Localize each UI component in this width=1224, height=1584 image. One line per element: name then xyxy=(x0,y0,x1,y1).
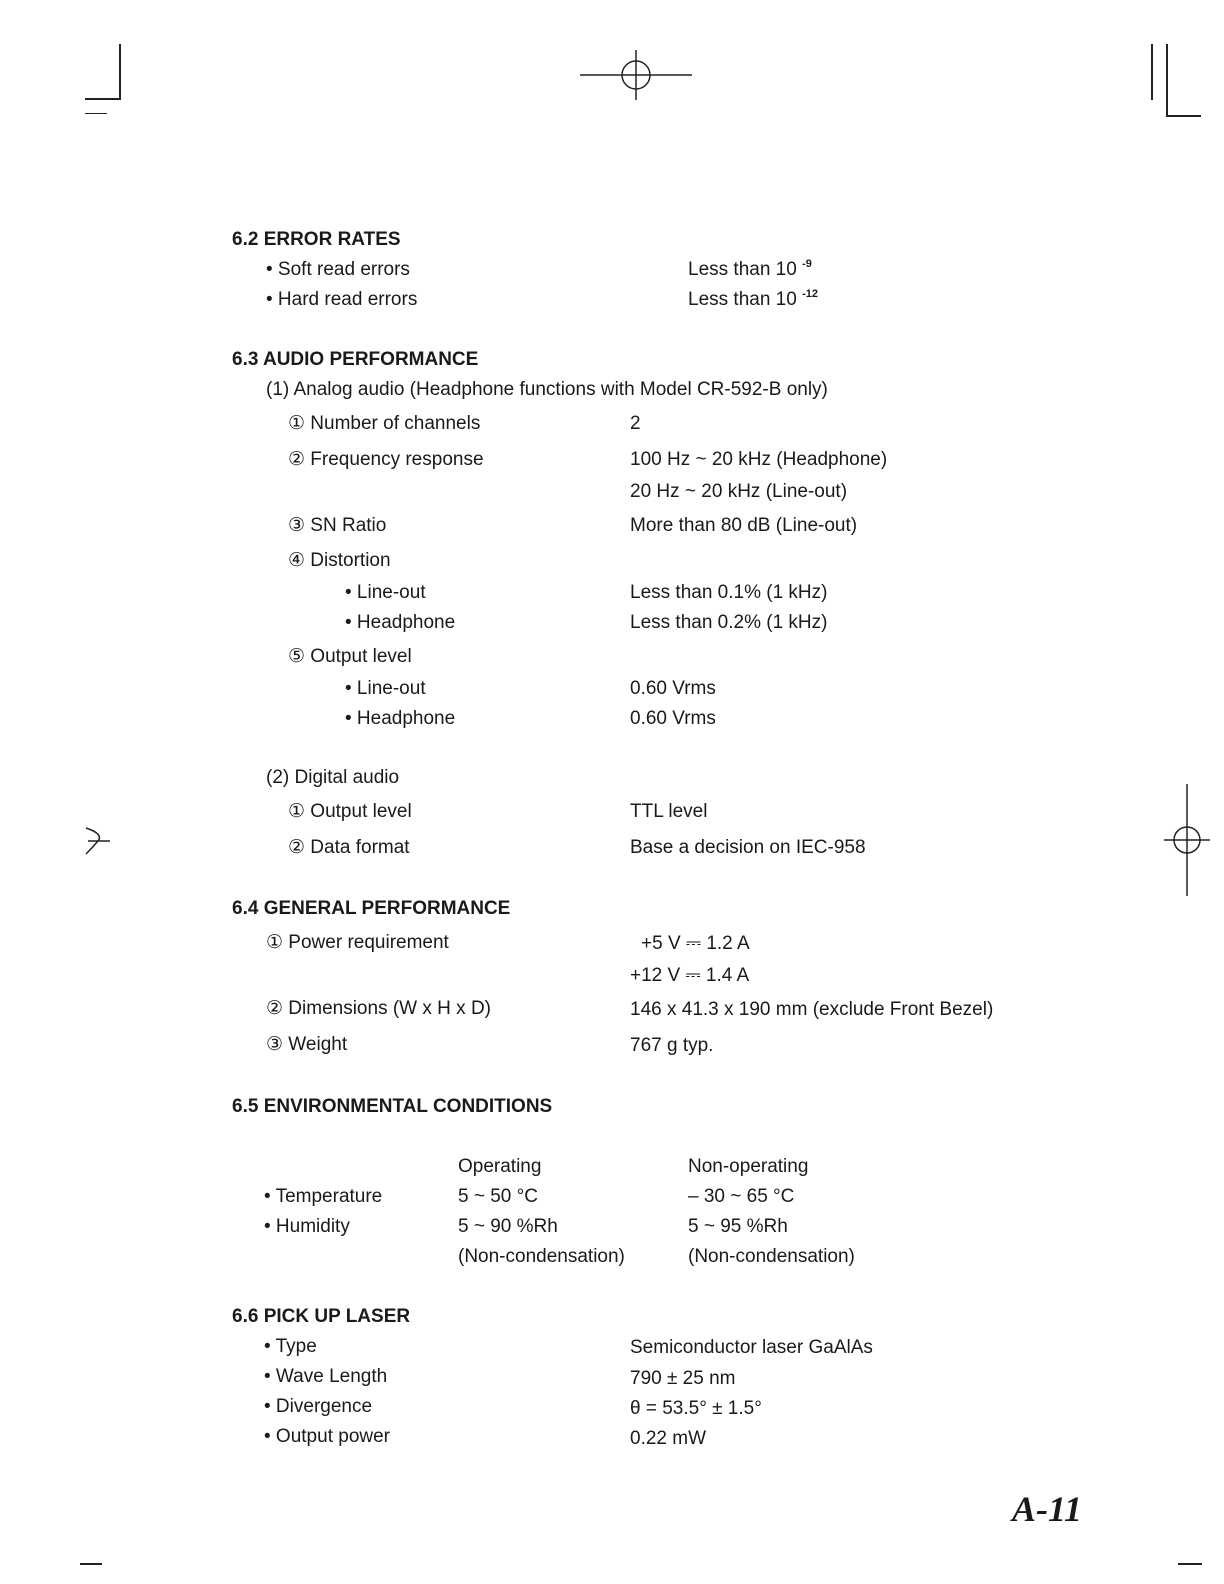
heading-pick-up-laser: 6.6 PICK UP LASER xyxy=(232,1306,411,1327)
frequency-response-label: ② Frequency response xyxy=(288,449,484,470)
weight-value: 767 g typ. xyxy=(630,1035,714,1056)
divergence-value: θ = 53.5° ± 1.5° xyxy=(630,1398,762,1419)
laser-type-label: • Type xyxy=(264,1336,317,1357)
dimensions-value: 146 x 41.3 x 190 mm (exclude Front Bezel) xyxy=(630,999,994,1020)
crop-mark-top-left xyxy=(119,44,121,100)
frequency-response-value-1: 100 Hz ~ 20 kHz (Headphone) xyxy=(630,449,888,470)
weight-label: ③ Weight xyxy=(266,1034,348,1055)
sn-ratio-label: ③ SN Ratio xyxy=(288,515,387,536)
channels-value: 2 xyxy=(630,413,641,434)
humidity-operating-note: (Non-condensation) xyxy=(458,1246,625,1267)
crop-mark-bottom-right xyxy=(1178,1563,1202,1565)
output-power-label: • Output power xyxy=(264,1426,390,1447)
power-requirement-value-1: +5 V ⎓ 1.2 A xyxy=(641,933,750,954)
temperature-operating: 5 ~ 50 °C xyxy=(458,1186,538,1207)
output-lineout-label: • Line-out xyxy=(345,678,426,699)
registration-mark-top xyxy=(580,44,700,106)
sn-ratio-value: More than 80 dB (Line-out) xyxy=(630,515,858,536)
distortion-label: ④ Distortion xyxy=(288,550,391,571)
soft-read-errors-exponent: -9 xyxy=(802,258,812,270)
column-non-operating: Non-operating xyxy=(688,1156,809,1177)
frequency-response-value-2: 20 Hz ~ 20 kHz (Line-out) xyxy=(630,481,848,502)
heading-audio-performance: 6.3 AUDIO PERFORMANCE xyxy=(232,349,479,370)
hard-read-errors-base: Less than 10 xyxy=(688,289,797,310)
crop-mark-top-right xyxy=(1151,44,1153,100)
soft-read-errors-label: • Soft read errors xyxy=(266,259,410,280)
registration-mark-right xyxy=(1164,784,1210,896)
crop-mark-top-left xyxy=(85,98,121,100)
crop-mark-bottom-left xyxy=(80,1563,102,1565)
crop-mark-top-left xyxy=(85,113,107,114)
output-power-value: 0.22 mW xyxy=(630,1428,707,1449)
power-requirement-label: ① Power requirement xyxy=(266,932,449,953)
distortion-headphone-label: • Headphone xyxy=(345,612,456,633)
dimensions-label: ② Dimensions (W x H x D) xyxy=(266,998,491,1019)
wave-length-label: • Wave Length xyxy=(264,1366,388,1387)
temperature-label: • Temperature xyxy=(264,1186,383,1207)
humidity-operating: 5 ~ 90 %Rh xyxy=(458,1216,558,1237)
distortion-lineout-value: Less than 0.1% (1 kHz) xyxy=(630,582,828,603)
column-operating: Operating xyxy=(458,1156,542,1177)
output-level-label: ⑤ Output level xyxy=(288,646,412,667)
output-headphone-label: • Headphone xyxy=(345,708,456,729)
crop-mark-top-right xyxy=(1166,115,1201,117)
data-format-label: ② Data format xyxy=(288,837,410,858)
heading-environmental-conditions: 6.5 ENVIRONMENTAL CONDITIONS xyxy=(232,1096,553,1117)
laser-type-value: Semiconductor laser GaAlAs xyxy=(630,1337,873,1358)
soft-read-errors-base: Less than 10 xyxy=(688,259,797,280)
divergence-label: • Divergence xyxy=(264,1396,373,1417)
temperature-non-operating: – 30 ~ 65 °C xyxy=(688,1186,795,1207)
digital-audio-title: (2) Digital audio xyxy=(266,767,400,788)
power-requirement-value-2: +12 V ⎓ 1.4 A xyxy=(630,965,750,986)
output-lineout-value: 0.60 Vrms xyxy=(630,678,716,699)
humidity-non-operating-note: (Non-condensation) xyxy=(688,1246,855,1267)
page-number: A-11 xyxy=(1012,1489,1083,1529)
soft-read-errors-value xyxy=(688,259,812,281)
hard-read-errors-exponent: -12 xyxy=(802,288,818,300)
output-headphone-value: 0.60 Vrms xyxy=(630,708,716,729)
hard-read-errors-value xyxy=(688,289,818,311)
digital-output-value: TTL level xyxy=(630,801,708,822)
distortion-lineout-label: • Line-out xyxy=(345,582,426,603)
crop-mark-top-right xyxy=(1166,44,1168,116)
distortion-headphone-value: Less than 0.2% (1 kHz) xyxy=(630,612,828,633)
humidity-label: • Humidity xyxy=(264,1216,350,1237)
wave-length-value: 790 ± 25 nm xyxy=(630,1368,736,1389)
data-format-value: Base a decision on IEC-958 xyxy=(630,837,866,858)
heading-error-rates: 6.2 ERROR RATES xyxy=(232,229,401,250)
channels-label: ① Number of channels xyxy=(288,413,481,434)
hard-read-errors-label: • Hard read errors xyxy=(266,289,418,310)
digital-output-label: ① Output level xyxy=(288,801,412,822)
humidity-non-operating: 5 ~ 95 %Rh xyxy=(688,1216,788,1237)
heading-general-performance: 6.4 GENERAL PERFORMANCE xyxy=(232,898,511,919)
analog-audio-title: (1) Analog audio (Headphone functions with Model CR-592-B only) xyxy=(266,379,828,400)
registration-mark-left xyxy=(84,826,110,856)
